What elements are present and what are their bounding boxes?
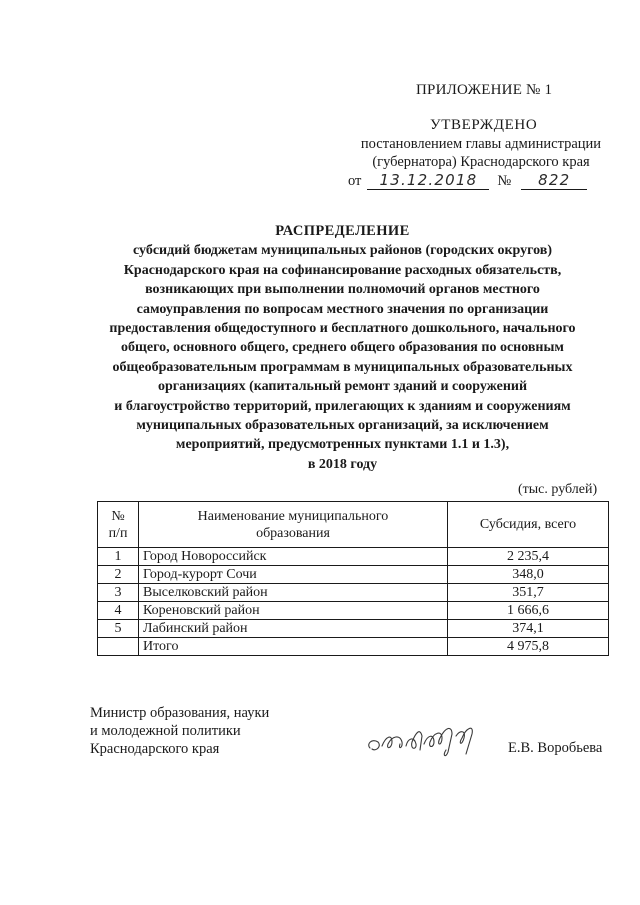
table-total-row (98, 638, 609, 656)
signatory-name: Е.В. Воробьева (508, 740, 603, 756)
approval-number: 822 (521, 171, 587, 190)
table-row (98, 620, 609, 638)
document-title (90, 222, 595, 474)
approved-by-line-2: (губернатора) Краснодарского края (372, 154, 590, 170)
signatory-position-line: Министр образования, науки (90, 705, 270, 721)
row-subsidy: 351,7 (448, 584, 609, 602)
table-row (98, 602, 609, 620)
row-number: 4 (98, 602, 139, 620)
row-subsidy: 374,1 (448, 620, 609, 638)
title-line: и благоустройство территорий, прилегающих к зданиям и сооружениям (114, 398, 571, 414)
table-row (98, 566, 609, 584)
table-header-row (98, 502, 609, 548)
row-municipality: Город Новороссийск (139, 548, 448, 566)
row-municipality: Выселковский район (139, 584, 448, 602)
title-line: организациях (капитальный ремонт зданий и сооружений (157, 379, 528, 395)
row-municipality: Лабинский район (139, 620, 448, 638)
handwritten-signature (362, 716, 482, 760)
appendix-label: ПРИЛОЖЕНИЕ № 1 (416, 82, 553, 98)
date-prefix: от (348, 173, 362, 189)
title-line: возникающих при выполнении полномочий органов местного (145, 282, 540, 298)
approved-by-line-1: постановлением главы администрации (360, 136, 602, 152)
row-municipality: Город-курорт Сочи (139, 566, 448, 584)
title-line: общего, основного общего, среднего общего образования по основным (121, 340, 564, 356)
title-line: общеобразовательным программам в муниципальных образовательных (112, 359, 573, 375)
signatory-position-line: Краснодарского края (90, 741, 220, 757)
approval-date: 13.12.2018 (367, 171, 489, 190)
total-subsidy: 4 975,8 (448, 638, 609, 656)
approval-date-row (348, 170, 587, 190)
row-number: 3 (98, 584, 139, 602)
signatory-position-line: и молодежной политики (90, 723, 241, 739)
header-number: № п/п (98, 502, 139, 548)
table-row (98, 584, 609, 602)
approved-label: УТВЕРЖДЕНО (430, 117, 538, 133)
distribution-table (97, 501, 609, 656)
title-line: самоуправления по вопросам местного значения по организации (136, 301, 549, 317)
row-subsidy: 1 666,6 (448, 602, 609, 620)
header-subsidy: Субсидия, всего (448, 502, 609, 548)
title-line: предоставления общедоступного и бесплатного дошкольного, начального (109, 321, 576, 337)
number-prefix: № (497, 173, 512, 189)
units-label: (тыс. рублей) (518, 482, 598, 497)
header-municipality: Наименование муниципального образования (139, 502, 448, 548)
row-number: 2 (98, 566, 139, 584)
title-line: в 2018 году (307, 456, 378, 472)
signatory-position (90, 704, 269, 758)
total-label: Итого (139, 638, 448, 656)
title-main: РАСПРЕДЕЛЕНИЕ (275, 223, 410, 239)
row-number: 1 (98, 548, 139, 566)
total-number (98, 638, 139, 656)
title-line: субсидий бюджетам муниципальных районов (городских округов) (133, 243, 552, 259)
row-subsidy: 2 235,4 (448, 548, 609, 566)
row-subsidy: 348,0 (448, 566, 609, 584)
title-line: мероприятий, предусмотренных пунктами 1.1 и 1.3), (175, 437, 510, 453)
row-municipality: Кореновский район (139, 602, 448, 620)
table-row (98, 548, 609, 566)
title-line: Краснодарского края на софинансирование расходных обязательств, (123, 262, 562, 278)
row-number: 5 (98, 620, 139, 638)
title-line: муниципальных образовательных организаций, за исключением (136, 418, 549, 434)
